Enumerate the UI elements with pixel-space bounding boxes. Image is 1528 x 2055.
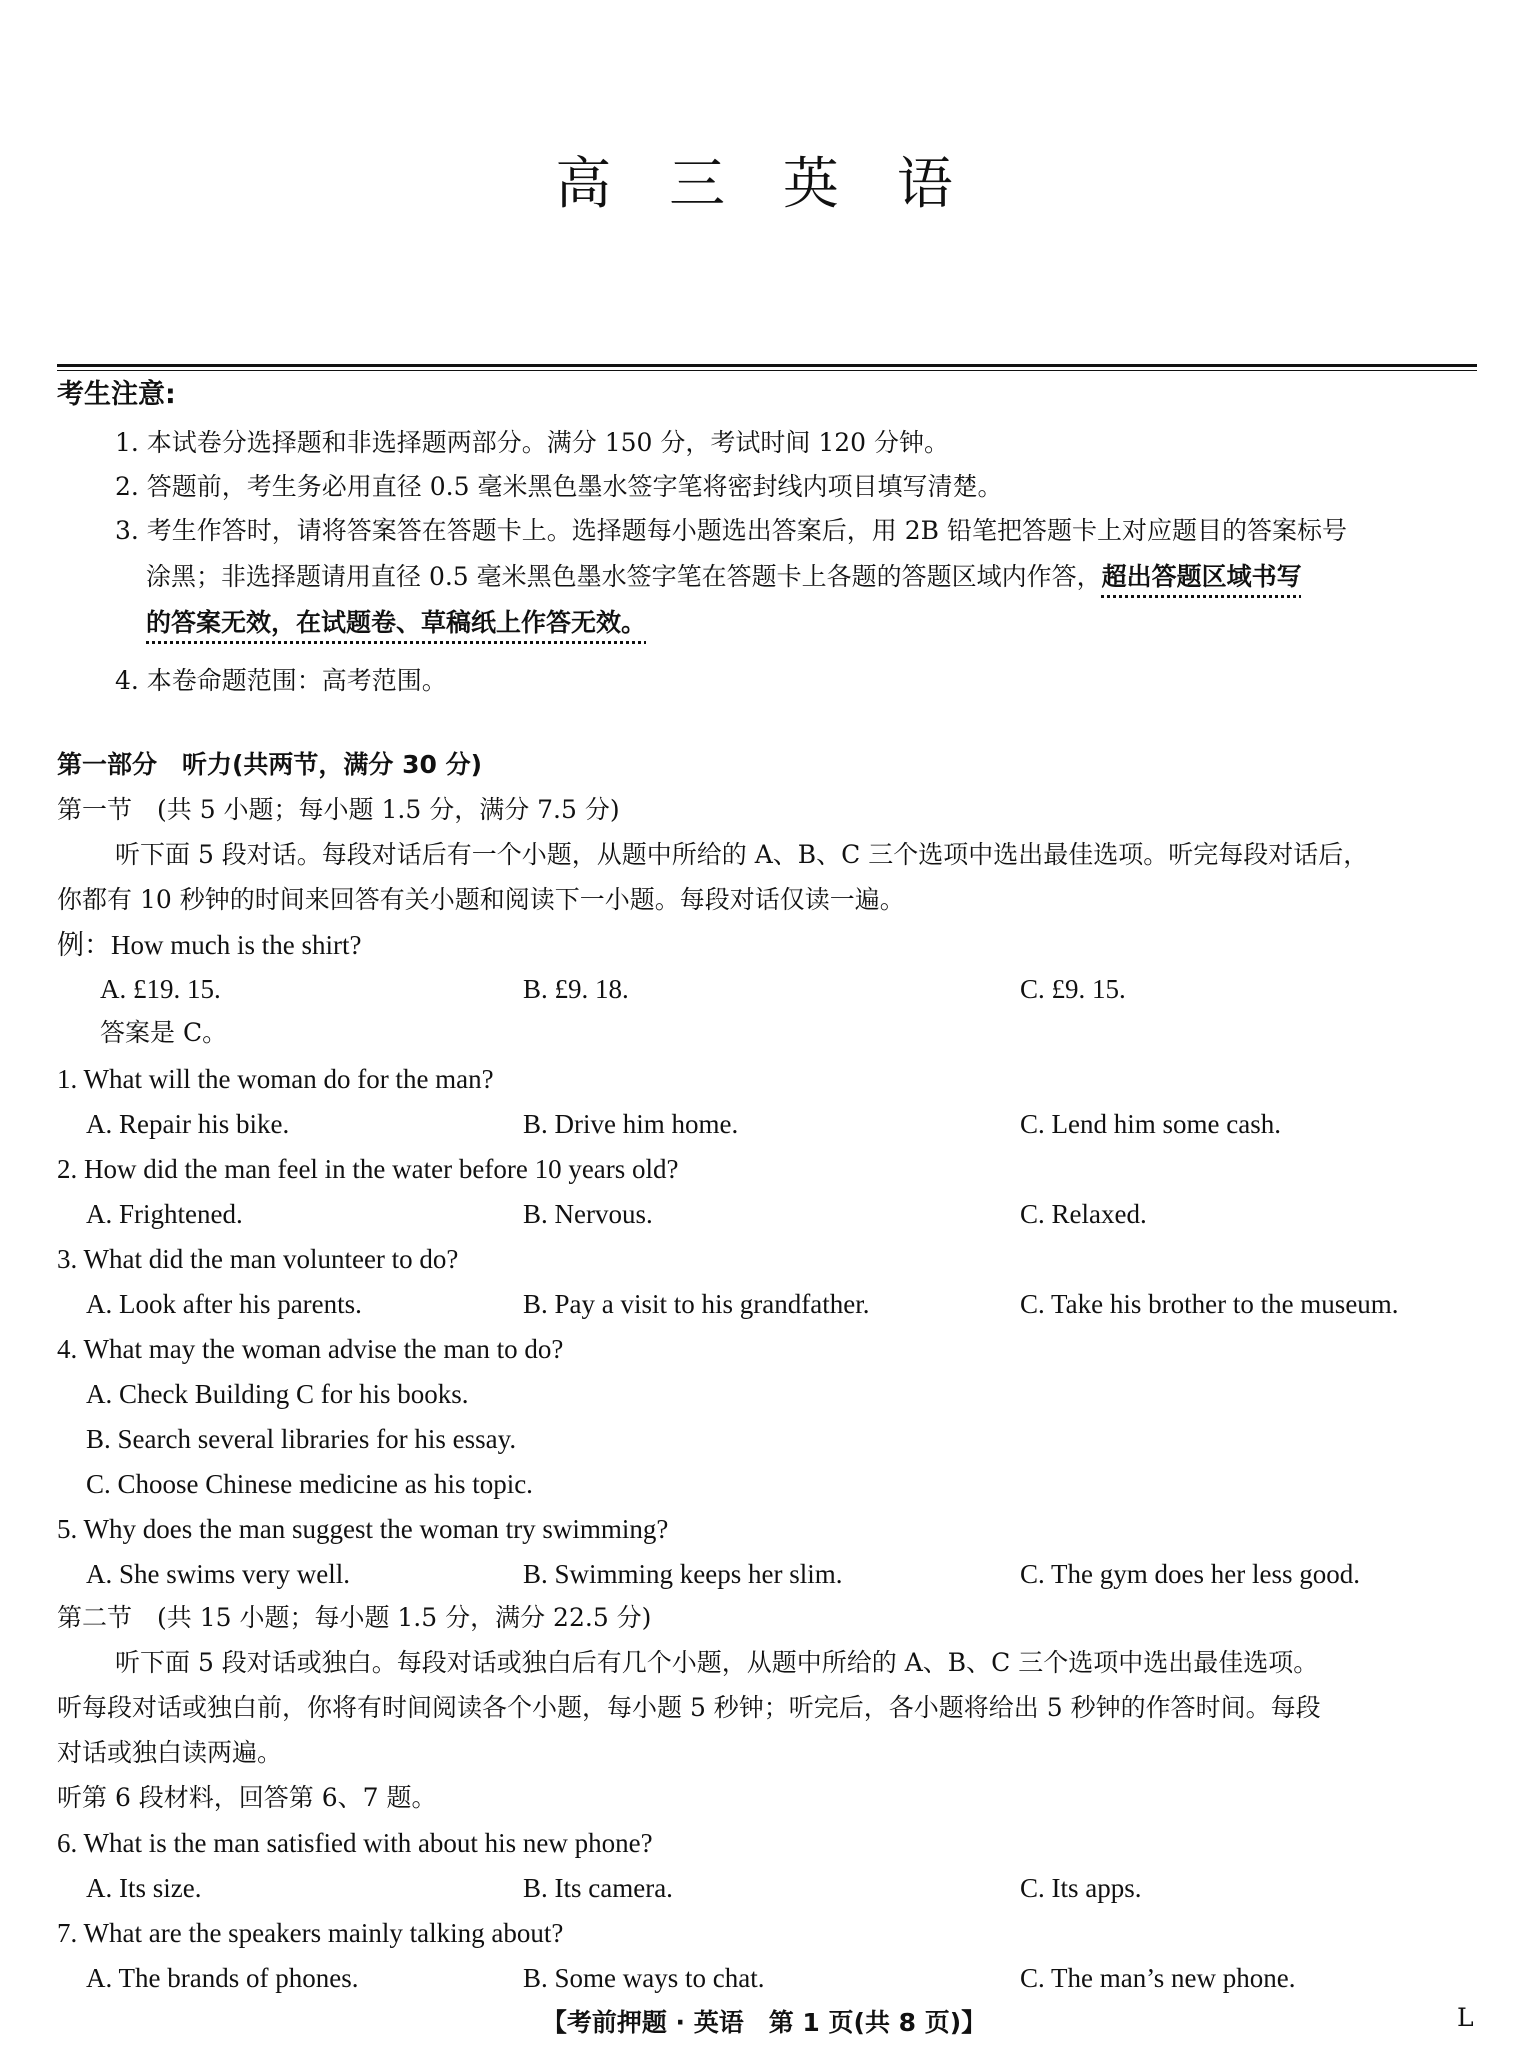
notice-item-1: 1. 本试卷分选择题和非选择题两部分。满分 150 分，考试时间 120 分钟。 bbox=[115, 428, 950, 457]
notice-emphasis-2: 的答案无效，在试题卷、草稿纸上作答无效。 bbox=[146, 608, 647, 637]
question-2-option-c: C. Relaxed. bbox=[1020, 1199, 1147, 1229]
question-3-option-a: A. Look after his parents. bbox=[86, 1289, 362, 1319]
question-3-option-c: C. Take his brother to the museum. bbox=[1020, 1289, 1399, 1319]
question-1-option-a: A. Repair his bike. bbox=[86, 1109, 290, 1139]
notice-heading: 考生注意: bbox=[57, 379, 176, 410]
notice-item-3-end bbox=[146, 608, 646, 638]
example-answer: 答案是 C。 bbox=[100, 1018, 228, 1047]
notice-item-2: 2. 答题前，考生务必用直径 0.5 毫米黑色墨水签字笔将密封线内项目填写清楚。 bbox=[115, 472, 1003, 501]
section1-instructions-1: 听下面 5 段对话。每段对话后有一个小题，从题中所给的 A、B、C 三个选项中选出最佳选项。听完每段对话后， bbox=[115, 840, 1369, 869]
notice-emphasis-1: 超出答题区域书写 bbox=[1101, 562, 1302, 591]
question-5: 5. Why does the man suggest the woman try swimming? bbox=[57, 1514, 669, 1544]
section2-heading: 第二节 (共 15 小题；每小题 1.5 分，满分 22.5 分) bbox=[57, 1603, 652, 1632]
question-3-option-b: B. Pay a visit to his grandfather. bbox=[523, 1289, 870, 1319]
question-6-option-c: C. Its apps. bbox=[1020, 1873, 1142, 1903]
question-7-option-a: A. The brands of phones. bbox=[86, 1963, 359, 1993]
question-5-option-c: C. The gym does her less good. bbox=[1020, 1559, 1360, 1589]
version-letter: L bbox=[1457, 2003, 1474, 2032]
question-7-option-b: B. Some ways to chat. bbox=[523, 1963, 765, 1993]
question-1-option-c: C. Lend him some cash. bbox=[1020, 1109, 1281, 1139]
notice-item-3-text: 涂黑；非选择题请用直径 0.5 毫米黑色墨水签字笔在答题卡上各题的答题区域内作答， bbox=[146, 562, 1102, 591]
question-1: 1. What will the woman do for the man? bbox=[57, 1064, 494, 1094]
section2-instructions-3: 对话或独白读两遍。 bbox=[57, 1738, 283, 1767]
notice-item-4: 4. 本卷命题范围：高考范围。 bbox=[115, 666, 447, 695]
section2-instructions-1: 听下面 5 段对话或独白。每段对话或独白后有几个小题，从题中所给的 A、B、C 三个选项中选出最佳选项。 bbox=[115, 1648, 1319, 1677]
page-footer bbox=[0, 2003, 1528, 2039]
question-3: 3. What did the man volunteer to do? bbox=[57, 1244, 459, 1274]
section1-heading: 第一节 (共 5 小题；每小题 1.5 分，满分 7.5 分) bbox=[57, 795, 620, 824]
question-2-option-a: A. Frightened. bbox=[86, 1199, 243, 1229]
example-option-a: A. £19. 15. bbox=[100, 974, 221, 1004]
notice-item-3: 3. 考生作答时，请将答案答在答题卡上。选择题每小题选出答案后，用 2B 铅笔把答题卡上对应题目的答案标号 bbox=[115, 516, 1347, 545]
question-7-option-c: C. The man’s new phone. bbox=[1020, 1963, 1296, 1993]
section2-instructions-2: 听每段对话或独白前，你将有时间阅读各个小题，每小题 5 秒钟；听完后，各小题将给出 5 秒钟的作答时间。每段 bbox=[57, 1693, 1321, 1722]
question-2-option-b: B. Nervous. bbox=[523, 1199, 653, 1229]
question-6: 6. What is the man satisfied with about his new phone? bbox=[57, 1828, 653, 1858]
example-option-c: C. £9. 15. bbox=[1020, 974, 1126, 1004]
material-6-note: 听第 6 段材料，回答第 6、7 题。 bbox=[57, 1783, 437, 1812]
notice-item-3-cont bbox=[146, 562, 1302, 592]
header-rule-thick bbox=[57, 364, 1477, 367]
footer-label: 【考前押题 · 英语 第 1 页(共 8 页)】 bbox=[541, 2008, 987, 2037]
question-1-option-b: B. Drive him home. bbox=[523, 1109, 739, 1139]
example-option-b: B. £9. 18. bbox=[523, 974, 629, 1004]
question-4: 4. What may the woman advise the man to do? bbox=[57, 1334, 564, 1364]
page-title: 高 三 英 语 bbox=[555, 152, 973, 217]
question-2: 2. How did the man feel in the water before 10 years old? bbox=[57, 1154, 679, 1184]
question-4-option-b: B. Search several libraries for his essay. bbox=[86, 1424, 517, 1454]
question-5-option-b: B. Swimming keeps her slim. bbox=[523, 1559, 843, 1589]
question-5-option-a: A. She swims very well. bbox=[86, 1559, 350, 1589]
part1-heading: 第一部分 听力(共两节，满分 30 分) bbox=[57, 750, 483, 779]
question-4-option-c: C. Choose Chinese medicine as his topic. bbox=[86, 1469, 533, 1499]
question-6-option-a: A. Its size. bbox=[86, 1873, 202, 1903]
question-4-option-a: A. Check Building C for his books. bbox=[86, 1379, 469, 1409]
section1-instructions-2: 你都有 10 秒钟的时间来回答有关小题和阅读下一小题。每段对话仅读一遍。 bbox=[57, 885, 905, 914]
question-6-option-b: B. Its camera. bbox=[523, 1873, 673, 1903]
question-7: 7. What are the speakers mainly talking about? bbox=[57, 1918, 564, 1948]
header-rule-thin bbox=[57, 370, 1477, 371]
example-question: 例：How much is the shirt? bbox=[57, 930, 362, 960]
